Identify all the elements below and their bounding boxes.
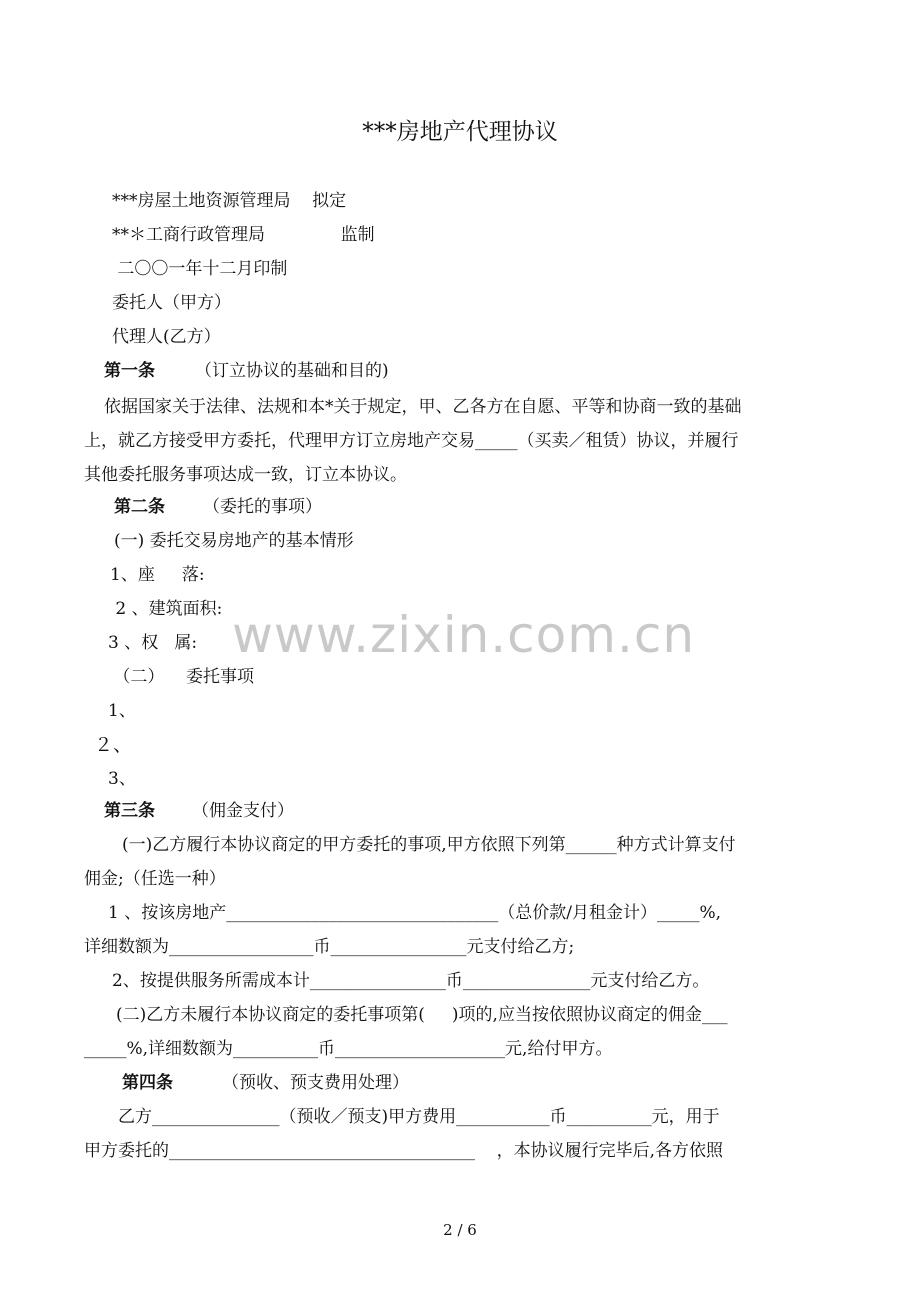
- article4-line: 甲方委托的____________________________________ ，本协议履行完毕后,各方依照: [84, 1141, 724, 1161]
- header-line-supervised: **＊工商行政管理局 监制: [112, 225, 375, 245]
- article1-line: 上，就乙方接受甲方委托，代理甲方订立房地产交易_____（买卖／租赁）协议，并履行: [84, 431, 739, 451]
- header-line-print-date: 二〇〇一年十二月印制: [112, 259, 288, 279]
- article4-heading: 第四条: [122, 1073, 173, 1093]
- article4-subtitle: （预收、预支费用处理）: [222, 1073, 409, 1093]
- article2-line: 3、: [108, 769, 136, 789]
- article3-line: 2、按提供服务所需成本计________________币_______________元支付给乙方。: [112, 971, 710, 991]
- article1-line: 其他委托服务事项达成一致，订立本协议。: [84, 465, 407, 485]
- header-line-principal: 委托人（甲方）: [112, 293, 231, 313]
- header-line-agent: 代理人(乙方）: [112, 327, 221, 347]
- article4-line: 乙方_______________（预收／预支)甲方费用___________币__________元，用于: [118, 1107, 720, 1127]
- document-title: ***房地产代理协议: [362, 119, 558, 145]
- article1-subtitle: （订立协议的基础和目的): [195, 361, 389, 381]
- article3-line: (二)乙方未履行本协议商定的委托事项第( )项的,应当按依照协议商定的佣金___: [116, 1005, 728, 1025]
- article2-line: 2 、建筑面积:: [110, 599, 223, 619]
- article2-line: 3 、权 属:: [108, 633, 198, 653]
- article2-line: （二） 委托事项: [108, 667, 255, 687]
- article2-line: (一) 委托交易房地产的基本情形: [114, 531, 354, 551]
- article3-subtitle: （佣金支付）: [192, 801, 294, 821]
- article2-line: 1、: [108, 701, 136, 721]
- article3-line: 佣金;（任选一种）: [84, 869, 226, 889]
- article3-line: 1 、按该房地产________________________________（总价款/月租金计）_____%,: [108, 903, 722, 923]
- article3-line: _____%,详细数额为__________币____________________元,给付甲方。: [84, 1039, 613, 1059]
- article3-line: (一)乙方履行本协议商定的甲方委托的事项,甲方依照下列第______种方式计算支付: [122, 835, 736, 855]
- article2-subtitle: （委托的事项）: [203, 497, 322, 517]
- article3-heading: 第三条: [104, 801, 155, 821]
- article2-line: 1、座 落:: [110, 565, 205, 585]
- page-number: 2 / 6: [443, 1221, 477, 1239]
- header-line-drafted: ***房屋土地资源管理局 拟定: [112, 191, 347, 211]
- article2-line: ２、: [94, 734, 133, 756]
- article1-heading: 第一条: [104, 361, 155, 381]
- watermark: www.zixin.com.cn: [232, 606, 696, 664]
- article3-line: 详细数额为_________________币________________元支付给乙方;: [84, 937, 575, 957]
- article1-line: 依据国家关于法律、法规和本*关于规定，甲、乙各方在自愿、平等和协商一致的基础: [104, 397, 742, 417]
- article2-heading: 第二条: [114, 497, 165, 517]
